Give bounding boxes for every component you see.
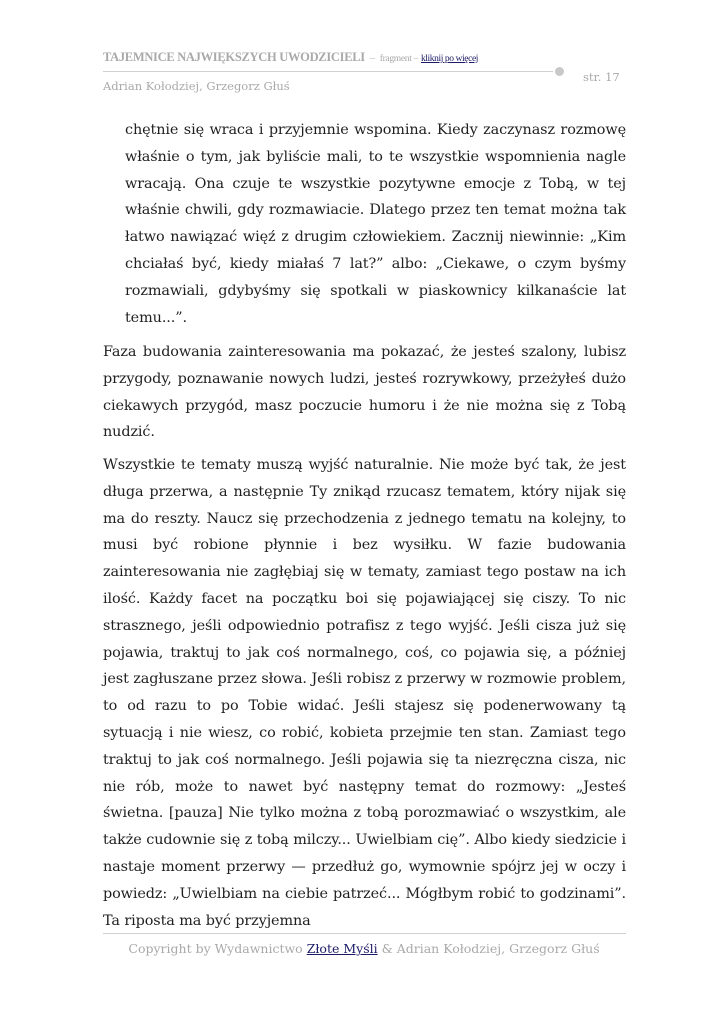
fragment-label: fragment – [379, 54, 419, 64]
header-bullet-icon [555, 67, 564, 76]
footer-copyright: Copyright by Wydawnictwo [128, 941, 303, 956]
paragraph-2-text: Wszystkie te tematy muszą wyjść naturalnie. Nie może być tak, że jest długa przerwa, a następnie Ty znikąd rzucasz tematem, który nijak się ma do reszty. Naucz się przechodzenia z jednego tematu na kolejny, to musi być robione płynnie i bez wysiłku. W fazie budowania zainteresowania nie zagłębiaj się w tematy, zamiast tego postaw na ich ilość. Każdy facet na początku boi się pojawiającej się ciszy. To nic strasznego, jeśli odpowiednio potrafisz z tego wyjść. Jeśli cisza już się pojawia, traktuj to jak coś normalnego, coś, co pojawia się, a później jest zagłuszane przez słowa. Jeśli robisz z przerwy w rozmowie problem, to od razu to po Tobie widać. Jeśli stajesz się podenerwowany tą sytuacją i nie wiesz, co robić, kobieta przejmie ten stan. Zamiast tego traktuj to jak coś normalnego. Jeśli pojawia się ta niezręczna cisza, nic nie rób, może to nawet być następny temat do rozmowy: „Jesteś świetna. [pauza] Nie tylko można z tobą porozmawiać o wszystkim, ale także cudownie się z tobą milczy... Uwielbiam cię”. Albo kiedy siedzicie i nastaje moment przerwy — przedłuż go, wymownie spójrz jej w oczy i powiedz: „Uwielbiam na ciebie patrzeć... Mógłbym robić to godzinami”. Ta riposta ma być przyjemna [103, 457, 626, 929]
header-authors: Adrian Kołodziej, Grzegorz Głuś [103, 79, 290, 93]
footer-authors: & Adrian Kołodziej, Grzegorz Głuś [381, 941, 600, 956]
running-header [103, 50, 478, 65]
page-number: str. 17 [583, 70, 620, 84]
quote-text: chętnie się wraca i przyjemnie wspomina. Kiedy zaczynasz rozmowę właśnie o tym, jak byliście mali, to te wszystkie wspomnienia nagle wracają. Ona czuje te wszystkie pozytywne emocje z Tobą, w tej właśnie chwili, gdy rozmawiacie. Dlatego przez ten temat można tak łatwo nawiązać więź z drugim człowiekiem. Zacznij niewinnie: „Kim chciałaś być, kiedy miałaś 7 lat?” albo: „Ciekawe, o czym byśmy rozmawiali, gdybyśmy się spotkali w piaskownicy kilkanaście lat temu...”. [125, 122, 626, 326]
more-link[interactable]: kliknij po więcej [420, 54, 478, 64]
book-title: TAJEMNICE NAJWIĘKSZYCH UWODZICIELI [103, 50, 365, 64]
paragraph-1-text: Faza budowania zainteresowania ma pokazać, że jesteś szalony, lubisz przygody, poznawanie nowych ludzi, jesteś rozrywkowy, przeżyłeś dużo ciekawych przygód, masz poczucie humoru i że nie można się z Tobą nudzić. [103, 344, 626, 441]
header-rule [103, 71, 553, 72]
footer [0, 941, 728, 956]
publisher-link[interactable]: Złote Myśli [306, 941, 378, 956]
quote-block [125, 117, 626, 331]
paragraph-1 [103, 339, 626, 446]
paragraph-2 [103, 452, 626, 934]
header-separator: – [369, 52, 375, 64]
footer-rule [103, 933, 626, 934]
